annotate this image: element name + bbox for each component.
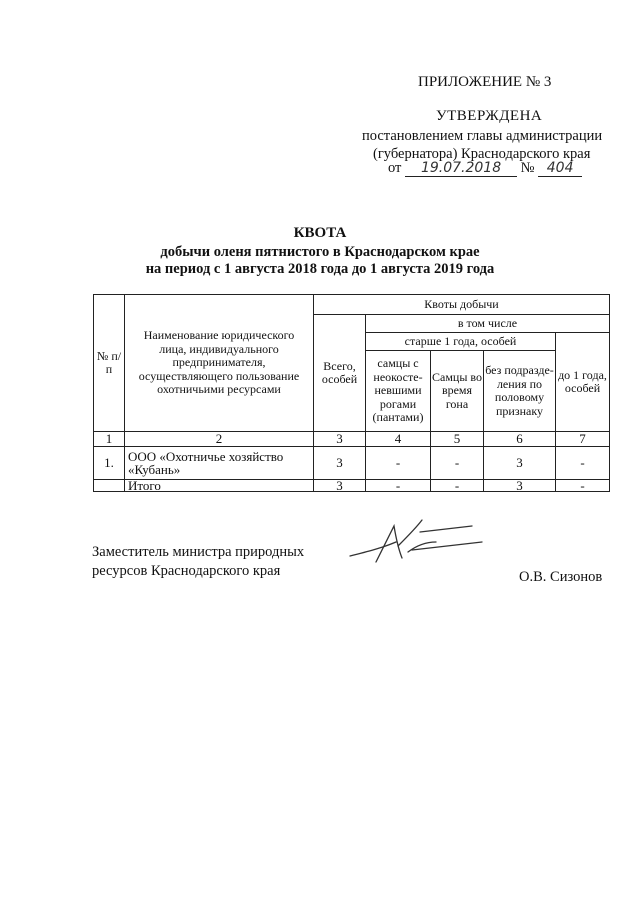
- col-number: 1: [105, 431, 113, 447]
- row-c5: -: [454, 455, 460, 471]
- header-males-rut: Самцы во время гона: [432, 369, 482, 411]
- decree-line-2: (губернатора) Краснодарского края: [373, 146, 591, 162]
- col-number: 3: [336, 431, 343, 447]
- handwritten-signature: [336, 512, 486, 572]
- total-total: 3: [336, 477, 343, 493]
- signatory-name: О.В. Сизонов: [519, 569, 603, 585]
- header-under1: до 1 года, особей: [558, 367, 607, 395]
- row-c7: -: [580, 455, 585, 471]
- total-label: Итого: [128, 477, 161, 493]
- number-prefix: №: [520, 160, 535, 176]
- decree-number: 404: [538, 160, 582, 177]
- col-number: 4: [394, 431, 402, 447]
- row-num: 1.: [104, 455, 114, 471]
- header-older: старше 1 года, особей: [404, 333, 517, 348]
- decree-date: 19.07.2018: [405, 160, 517, 177]
- row-total: 3: [336, 455, 343, 471]
- header-total: Всего, особей: [321, 358, 358, 386]
- total-c7: -: [580, 477, 585, 493]
- decree-line-1: постановлением главы администрации: [362, 128, 603, 144]
- header-no-sex: без подразде-ления по половому признаку: [485, 363, 554, 418]
- header-name: Наименование юридического лица, индивидуального предпринимателя, осуществляющего пользование охотничьими ресурсами: [138, 328, 300, 397]
- col-number: 7: [579, 431, 586, 447]
- row-c4: -: [395, 455, 401, 471]
- header-quotas: Квоты добычи: [424, 296, 499, 311]
- col-number: 5: [453, 431, 461, 447]
- doc-title: КВОТА: [293, 225, 347, 241]
- col-number: 2: [215, 431, 223, 447]
- row-c6: 3: [516, 455, 523, 471]
- header-including: в том числе: [457, 315, 518, 330]
- header-males-no-antlers: самцы с неокосте-невшими рогами (пантами): [372, 356, 424, 425]
- doc-subtitle-2: на период с 1 августа 2018 года до 1 августа 2019 года: [145, 261, 495, 277]
- total-c4: -: [395, 477, 401, 493]
- col-number: 6: [516, 431, 523, 447]
- signatory-title-1: Заместитель министра природных: [92, 544, 305, 560]
- header-num: № п/п: [96, 348, 122, 376]
- approved-label: УТВЕРЖДЕНА: [436, 108, 543, 124]
- appendix-label: ПРИЛОЖЕНИЕ № 3: [418, 74, 552, 90]
- total-c5: -: [454, 477, 460, 493]
- row-name: ООО «Охотничье хозяйство «Кубань»: [128, 448, 284, 477]
- total-c6: 3: [516, 477, 523, 493]
- date-prefix: от: [388, 160, 402, 176]
- doc-subtitle-1: добычи оленя пятнистого в Краснодарском крае: [160, 244, 480, 260]
- signatory-title-2: ресурсов Краснодарского края: [92, 563, 281, 579]
